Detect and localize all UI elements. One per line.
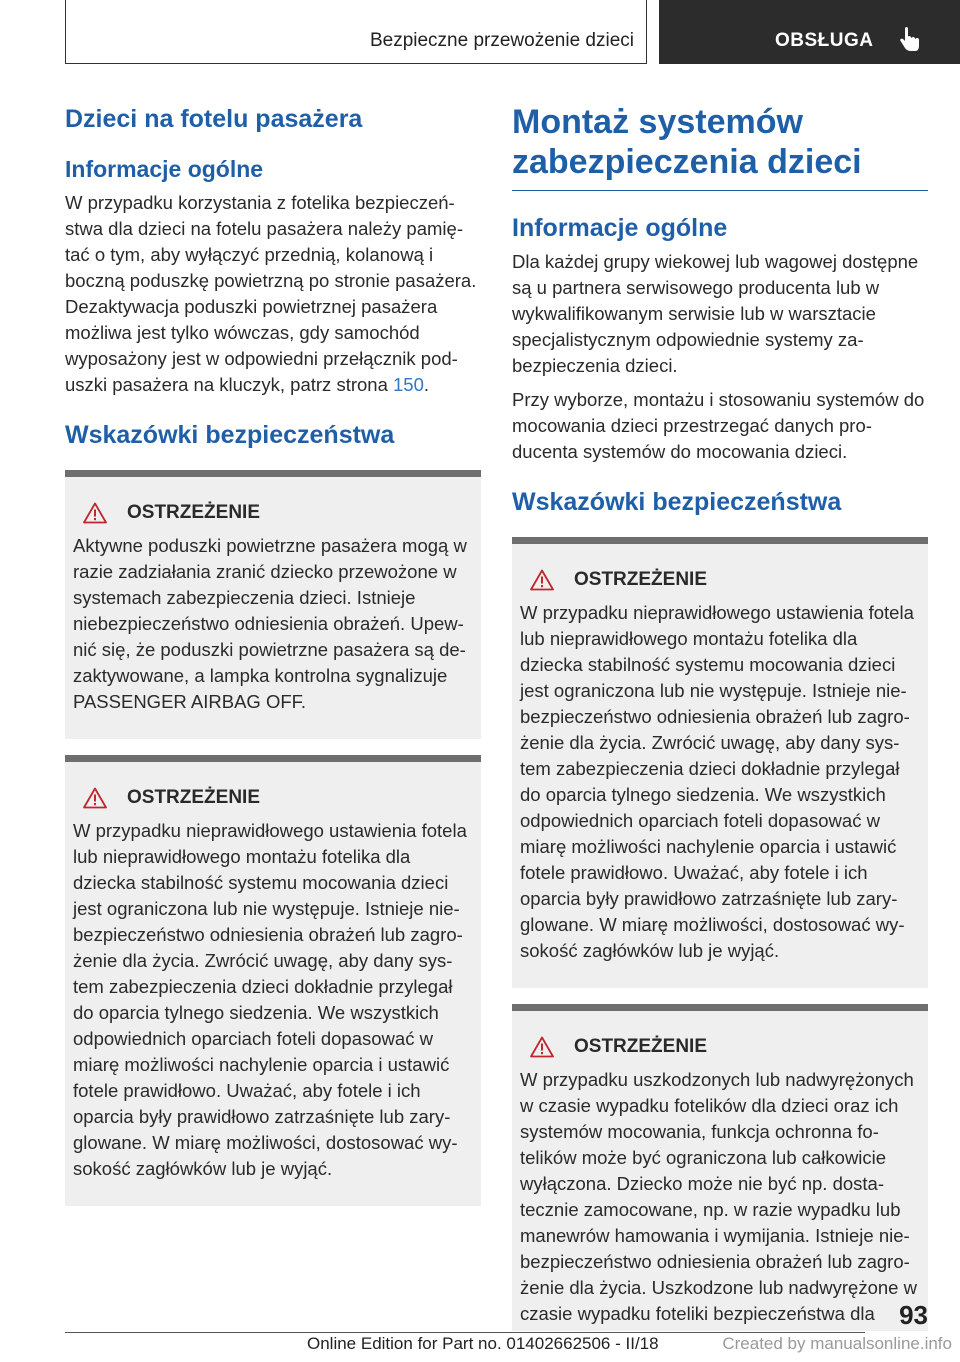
- subheading-general-info: Informacje ogólne: [512, 214, 728, 242]
- footer-watermark: Created by manualsonline.info: [722, 1334, 952, 1353]
- warning-box: [512, 537, 928, 988]
- subheading-general-info: Informacje ogólne: [65, 156, 264, 182]
- footer-edition: Online Edition for Part no. 01402662506 - II/18: [307, 1334, 659, 1353]
- subheading-safety-tips: Wskazówki bezpieczeństwa: [65, 421, 395, 449]
- subheading-safety-tips: Wskazówki bezpieczeństwa: [512, 488, 842, 516]
- warning-title: OSTRZEŻENIE: [127, 787, 261, 808]
- section-label: OBSŁUGA: [775, 30, 874, 51]
- warning-triangle-icon: [530, 1036, 554, 1058]
- warning-title: OSTRZEŻENIE: [574, 569, 708, 590]
- page-number: 93: [899, 1300, 928, 1330]
- warning-text: W przypadku uszkodzonych lub nadwyrężonych w czasie wypadku fotelików dla dzieci oraz ich systemów mocowania, funkcja ochronna fotelików może być ograniczona lub całkowicie wyłączona. Dziecko może nie być np. dostatecznie zamocowane, np. w razie wypadku lub manewrów hamowania i wymijania. Istnieje niebezpieczeństwo odniesienia obrażeń lub zagrożenie dla życia. Uszkodzone lub nadwyrężone w czasie wypadku foteliki bezpieczeństwa dla: [520, 1069, 917, 1324]
- header-chapter-box: [65, 0, 647, 64]
- section-title-passenger-seat: Dzieci na fotelu pasażera: [65, 105, 363, 133]
- warning-triangle-icon: [83, 502, 107, 524]
- section-title-child-restraint-installation: Montaż systemów zabezpieczenia dzieci: [512, 100, 928, 191]
- warning-title: OSTRZEŻENIE: [574, 1036, 708, 1057]
- general-info-paragraph-2: Przy wyborze, montażu i stosowaniu systemów do mocowania dzieci przestrzegać danych producenta systemów do mocowania dzieci.: [512, 389, 925, 462]
- footer-divider: [65, 1332, 865, 1333]
- general-info-paragraph-1: Dla każdej grupy wiekowej lub wagowej dostępne są u partnera serwisowego producenta lub w wykwalifikowanym serwisie lub w warsztacie specjalistycznym odpowiednie systemy zabezpieczenia dzieci.: [512, 251, 919, 376]
- right-column: [512, 100, 928, 1331]
- warning-title: OSTRZEŻENIE: [127, 502, 261, 523]
- warning-text: W przypadku nieprawidłowego ustawienia fotela lub nieprawidłowego montażu fotelika dla dziecka stabilność systemu mocowania dzieci jest ograniczona lub nie występuje. Istnieje niebezpieczeństwo odniesienia obrażeń lub zagrożenie dla życia. Zwrócić uwagę, aby dany system zabezpieczenia dzieci dokładnie przylegał do oparcia tylnego siedzenia. We wszystkich odpowiednich oparciach foteli dopasować w miarę możliwości nachylenie oparcia i ustawić fotele prawidłowo. Uważać, aby fotele i ich oparcia były prawidłowo zatrzaśnięte lub zaryglowane. W miarę możliwości, dostosować wysokość zagłówków lub je wyjąć.: [520, 602, 914, 961]
- warning-text: Aktywne poduszki powietrzne pasażera mogą w razie zadziałania zranić dziecko przewożone w systemach zabezpieczenia dzieci. Istnieje niebezpieczeństwo odniesienia obrażeń. Upewnić się, że poduszki powietrzne pasażera są dezaktywowane, a lampka kontrolna sygnalizuje PASSENGER AIRBAG OFF.: [73, 535, 467, 712]
- warning-triangle-icon: [530, 569, 554, 591]
- hand-pointer-icon: [896, 27, 922, 53]
- general-info-paragraph: W przypadku korzystania z fotelika bezpieczeństwa dla dzieci na fotelu pasażera należy pamiętać o tym, aby wyłączyć przednią, kolanową i boczną poduszkę powietrzną po stronie pasażera. Dezaktywacja poduszki powietrznej pasażera możliwa jest tylko wówczas, gdy samochód wyposażony jest w odpowiedni przełącznik poduszki pasażera na kluczyk, patrz strona 150.: [65, 192, 477, 395]
- warning-text: W przypadku nieprawidłowego ustawienia fotela lub nieprawidłowego montażu fotelika dla dziecka stabilność systemu mocowania dzieci jest ograniczona lub nie występuje. Istnieje niebezpieczeństwo odniesienia obrażeń lub zagrożenie dla życia. Zwrócić uwagę, aby dany system zabezpieczenia dzieci dokładnie przylegał do oparcia tylnego siedzenia. We wszystkich odpowiednich oparciach foteli dopasować w miarę możliwości nachylenie oparcia i ustawić fotele prawidłowo. Uważać, aby fotele i ich oparcia były prawidłowo zatrzaśnięte lub zaryglowane. W miarę możliwości, dostosować wysokość zagłówków lub je wyjąć.: [73, 820, 467, 1179]
- header-section-tab: [659, 0, 960, 64]
- chapter-title: Bezpieczne przewożenie dzieci: [369, 30, 634, 51]
- warning-box: [65, 470, 481, 739]
- warning-box: [512, 1004, 928, 1331]
- warning-triangle-icon: [83, 787, 107, 809]
- page-link-150[interactable]: 150: [393, 374, 424, 395]
- left-column: [65, 100, 481, 1206]
- warning-box: [65, 755, 481, 1206]
